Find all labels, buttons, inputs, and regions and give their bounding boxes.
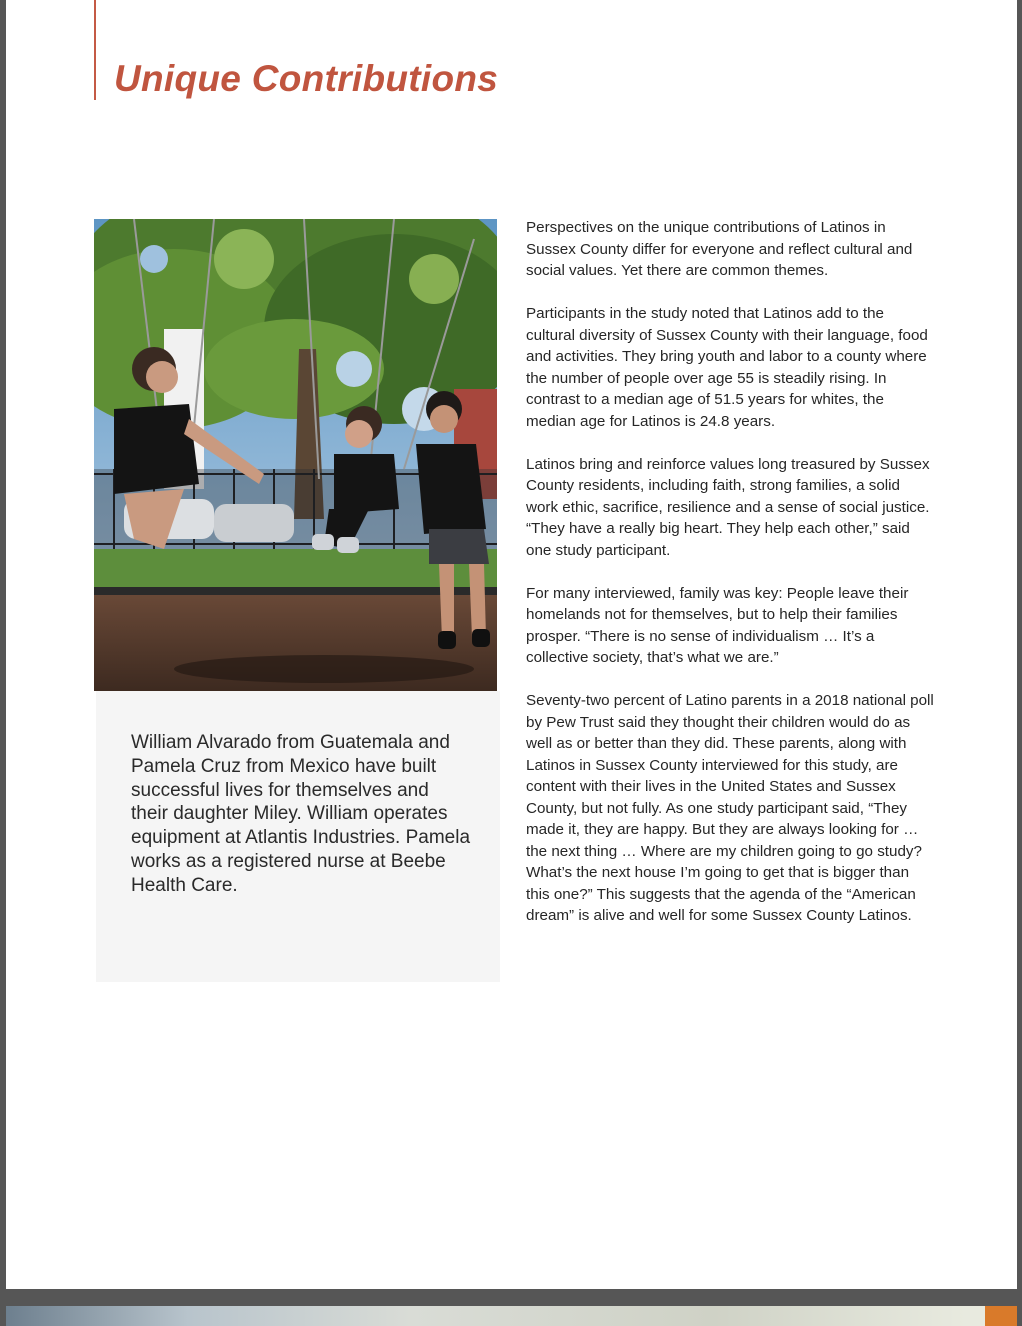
document-page [6,0,1017,1289]
next-page-preview [6,1306,1017,1326]
body-paragraph: Perspectives on the unique contributions of Latinos in Sussex County differ for everyone and reflect cultural and social values. Yet there are common themes. [526,219,913,279]
photo-caption: William Alvarado from Guatemala and Pamela Cruz from Mexico have built successful lives for themselves and their daughter Miley. William operates equipment at Atlantis Industries. Pamela works as a registered nurse at Beebe Health Care. [131,732,471,896]
next-page-accent [985,1306,1017,1326]
page-title: Unique Contributions [114,58,499,99]
photo-illustration [94,219,497,691]
body-text-column [526,217,936,948]
photo-caption-box [96,691,500,982]
family-on-swings-photo [94,219,497,691]
body-paragraph: For many interviewed, family was key: People leave their homelands not for themselves, but to help their families prosper. “There is no sense of individualism … It’s a collective society, that’s what we are.” [526,584,909,666]
body-paragraph: Latinos bring and reinforce values long treasured by Sussex County residents, including faith, strong families, a solid work ethic, sacrifice, resilience and a sense of social justice. “They have a really big heart. They help each other,” said one study participant. [526,455,930,559]
body-paragraph: Seventy-two percent of Latino parents in a 2018 national poll by Pew Trust said they thought their children would do as well as or better than they did. These parents, along with Latinos in Sussex County interviewed for this study, are content with their lives in the United States and Sussex County, but not fully. As one study participant said, “They made it, they are happy. But they are always looking for … the next thing … Where are my children going to go study? What’s the next house I’m going to get that is bigger than this one?” This suggests that the agenda of the “American dream” is alive and well for some Sussex County Latinos. [526,692,934,924]
body-paragraph: Participants in the study noted that Latinos add to the cultural diversity of Sussex County with their language, food and activities. They bring youth and labor to a county where the number of people over age 55 is steadily rising. In contrast to a median age of 51.5 years for whites, the median age for Latinos is 24.8 years. [526,305,928,430]
title-accent-rule [94,0,96,100]
